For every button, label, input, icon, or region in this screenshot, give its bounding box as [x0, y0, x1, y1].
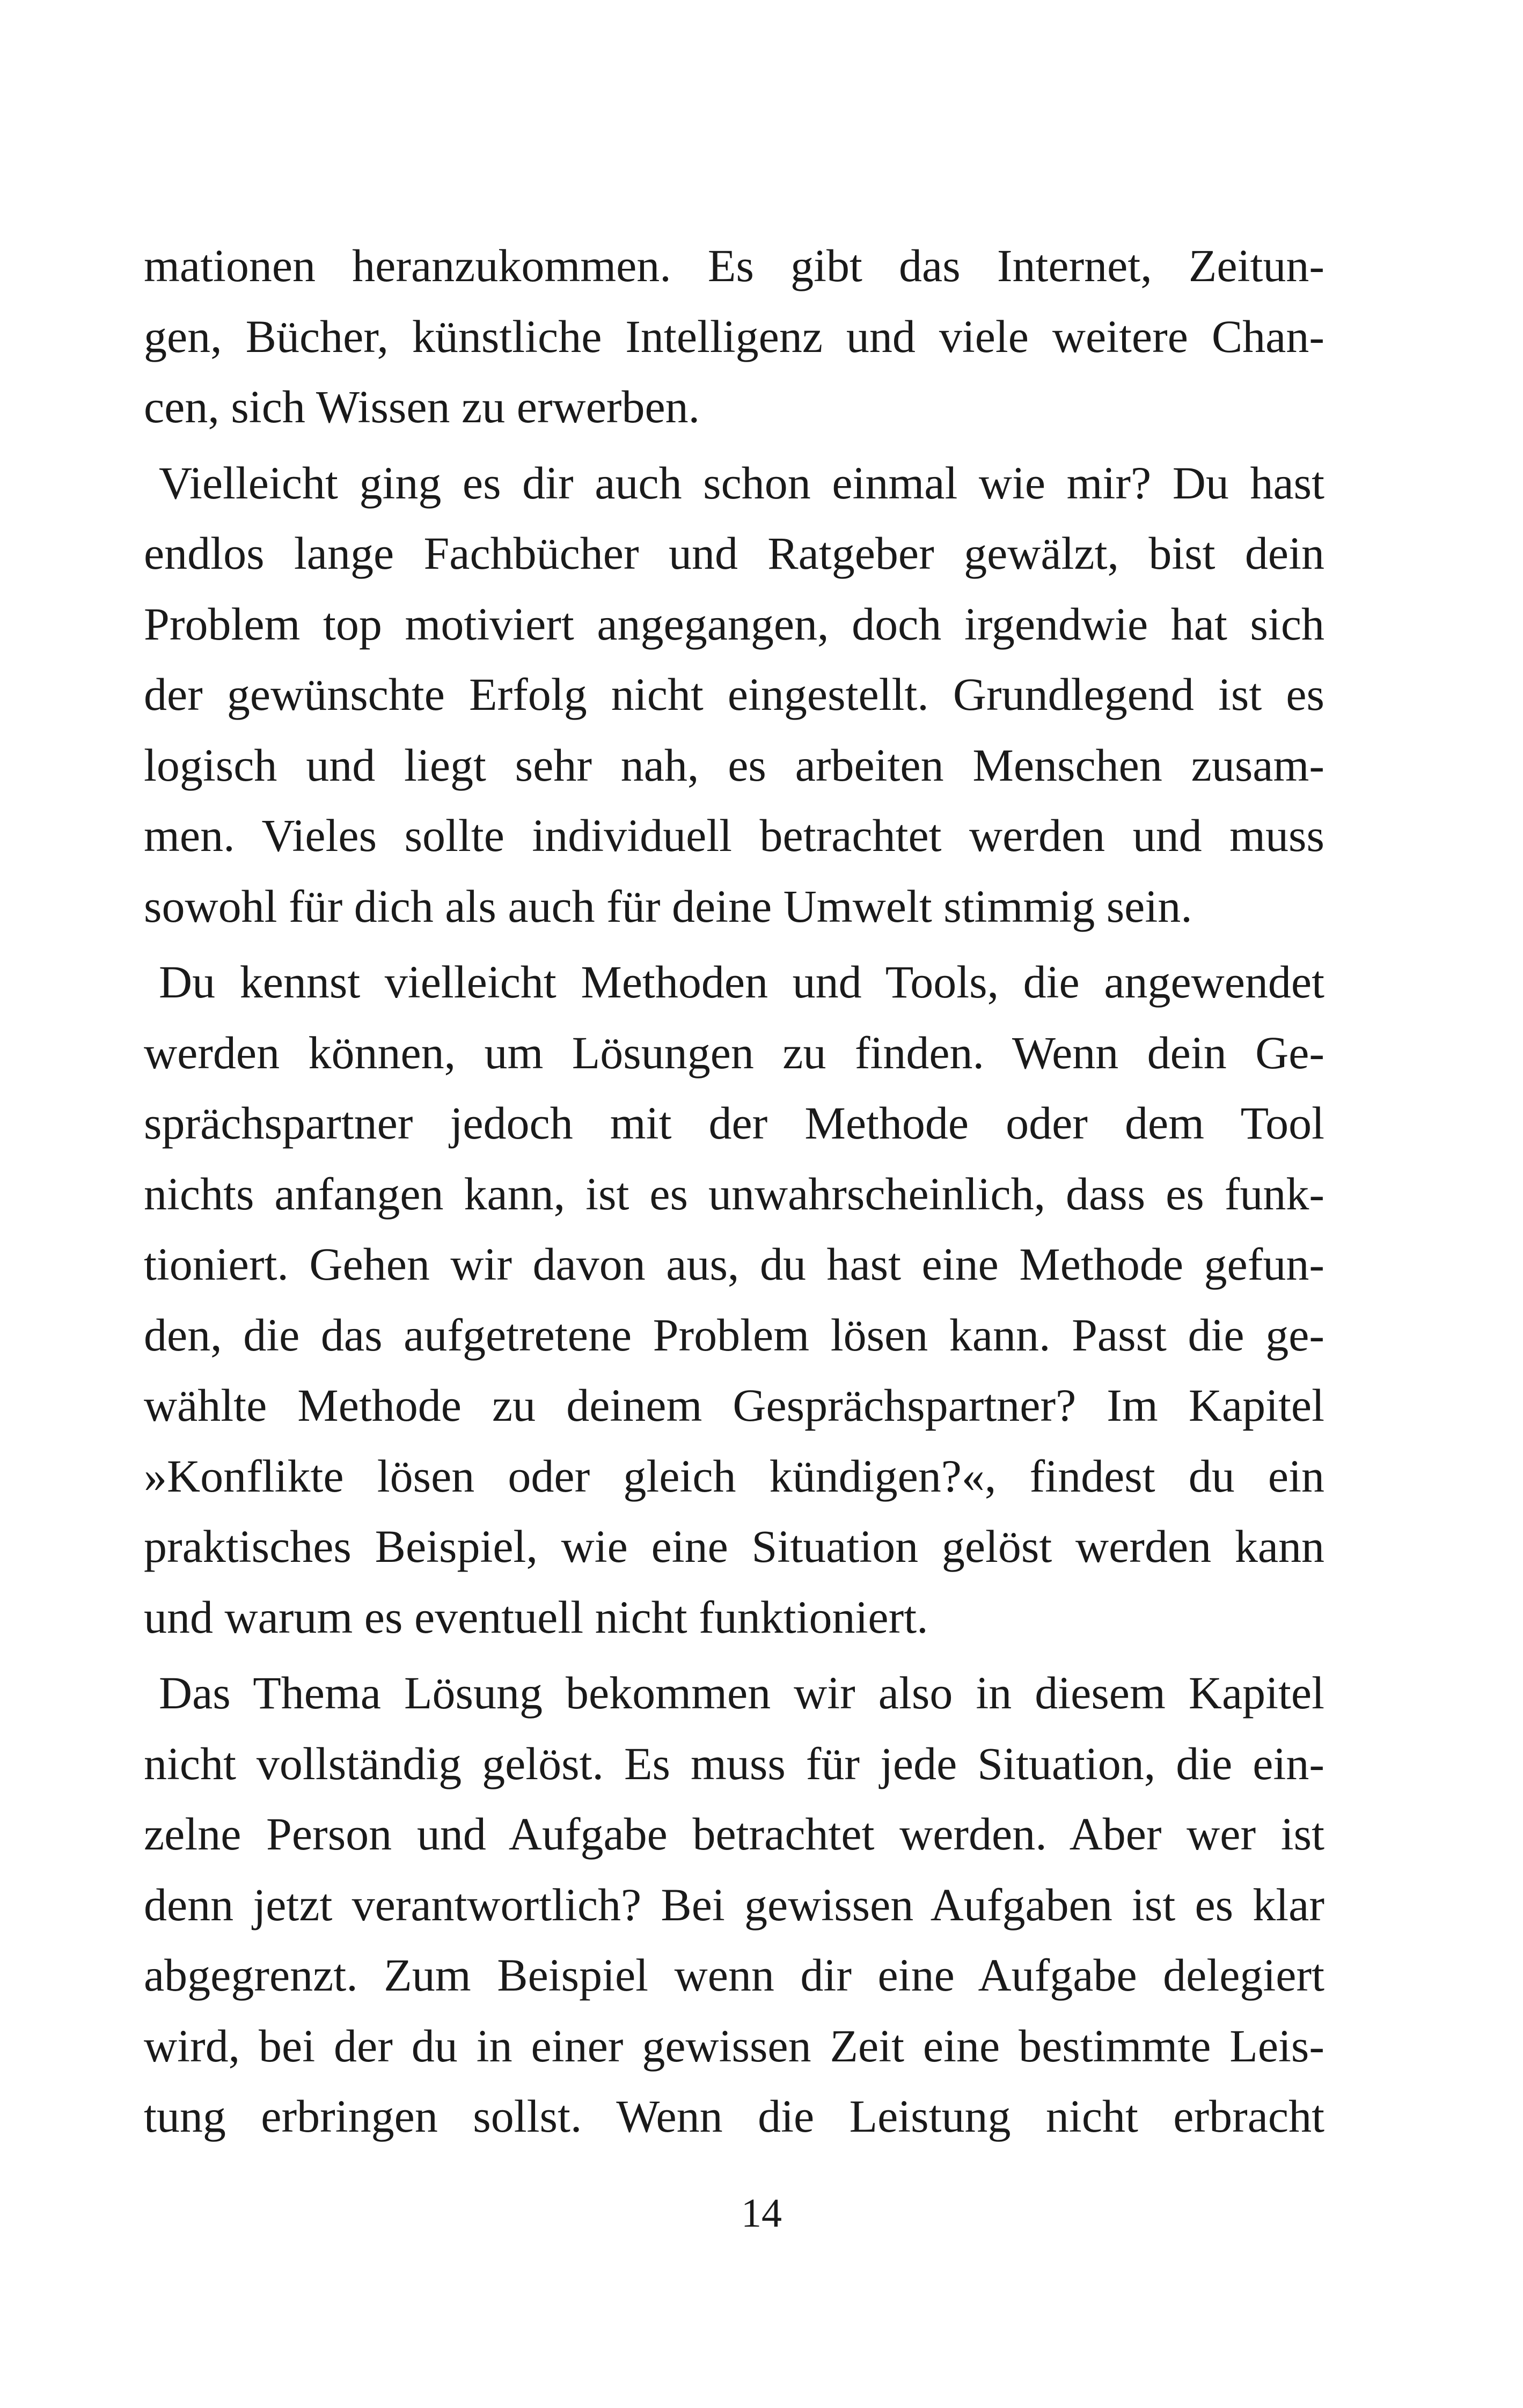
- paragraph: [144, 448, 1324, 942]
- text-line: men. Vieles sollte individuell betrachtet werden und muss: [144, 810, 1324, 861]
- text-line: cen, sich Wissen zu erwerben.: [144, 381, 700, 432]
- text-line: sprächspartner jedoch mit der Methode oder dem Tool: [144, 1097, 1324, 1149]
- page-number: 14: [741, 2191, 782, 2236]
- paragraph: [144, 231, 1324, 443]
- text-line: zelne Person und Aufgabe betrachtet werden. Aber wer ist: [144, 1808, 1324, 1860]
- text-line: Vielleicht ging es dir auch schon einmal wie mir? Du hast: [159, 457, 1324, 509]
- text-line: sowohl für dich als auch für deine Umwelt stimmig sein.: [144, 880, 1192, 932]
- text-line: gen, Bücher, künstliche Intelligenz und viele weitere Chan-: [144, 310, 1324, 362]
- text-line: Problem top motiviert angegangen, doch irgendwie hat sich: [144, 598, 1324, 650]
- text-line: praktisches Beispiel, wie eine Situation gelöst werden kann: [144, 1521, 1324, 1572]
- text-line: abgegrenzt. Zum Beispiel wenn dir eine Aufgabe delegiert: [144, 1949, 1324, 2001]
- text-line: Das Thema Lösung bekommen wir also in diesem Kapitel: [159, 1667, 1324, 1719]
- text-line: nichts anfangen kann, ist es unwahrscheinlich, dass es funk-: [144, 1168, 1324, 1220]
- text-line: der gewünschte Erfolg nicht eingestellt. Grundlegend ist es: [144, 669, 1324, 720]
- text-line: den, die das aufgetretene Problem lösen kann. Passt die ge-: [144, 1309, 1324, 1361]
- text-line: wählte Methode zu deinem Gesprächspartner? Im Kapitel: [144, 1379, 1324, 1431]
- paragraph: [144, 1658, 1324, 2152]
- text-line: nicht vollständig gelöst. Es muss für jede Situation, die ein-: [144, 1737, 1324, 1789]
- text-line: tung erbringen sollst. Wenn die Leistung nicht erbracht: [144, 2090, 1324, 2142]
- text-line: logisch und liegt sehr nah, es arbeiten Menschen zusam-: [144, 739, 1324, 791]
- text-line: denn jetzt verantwortlich? Bei gewissen Aufgaben ist es klar: [144, 1878, 1324, 1930]
- text-line: endlos lange Fachbücher und Ratgeber gewälzt, bist dein: [144, 527, 1324, 579]
- text-line: werden können, um Lösungen zu finden. Wenn dein Ge-: [144, 1026, 1324, 1078]
- text-line: tioniert. Gehen wir davon aus, du hast eine Methode gefun-: [144, 1238, 1324, 1290]
- text-line: wird, bei der du in einer gewissen Zeit eine bestimmte Leis-: [144, 2020, 1324, 2072]
- text-line: Du kennst vielleicht Methoden und Tools, die angewendet: [159, 956, 1324, 1008]
- text-line: »Konflikte lösen oder gleich kündigen?«, findest du ein: [144, 1450, 1324, 1502]
- paragraph: [144, 947, 1324, 1653]
- text-line: mationen heranzukommen. Es gibt das Internet, Zeitun-: [144, 240, 1324, 291]
- body-text: [144, 231, 1324, 2152]
- text-line: und warum es eventuell nicht funktioniert.: [144, 1591, 928, 1643]
